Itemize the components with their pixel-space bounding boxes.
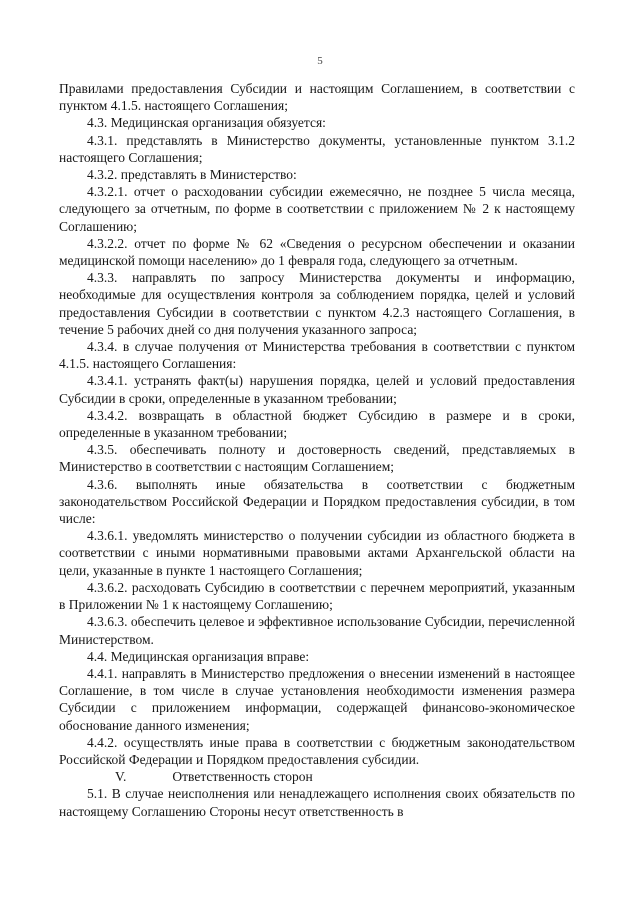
paragraph: 4.4.1. направлять в Министерство предложения о внесении изменений в настоящее Соглашение, в том числе в случае установления необходимости изменения размера Субсидии с приложением информации, содержащей финансово-экономическое обоснование данного изменения; — [59, 665, 575, 733]
paragraph: 4.3. Медицинская организация обязуется: — [87, 115, 326, 131]
paragraph: 4.3.3. направлять по запросу Министерства документы и информацию, необходимые для осуществления контроля за соблюдением порядка, целей и условий предоставления Субсидии в соответствии с пунктом 4.2.3 настоящего Соглашения, в течение 5 рабочих дней со дня получения указанного запроса; — [59, 270, 575, 337]
paragraph: 4.3.6.1. уведомлять министерство о получении субсидии из областного бюджета в соответствии с иными нормативными правовыми актами Архангельской области на цели, указанные в пункте 1 настоящего Соглашения; — [59, 528, 575, 578]
paragraph: 4.3.2. представлять в Министерство: — [87, 167, 297, 183]
paragraph: 4.3.6.2. расходовать Субсидию в соответствии с перечнем мероприятий, указанным в Приложении № 1 к настоящему Соглашению; — [59, 579, 575, 613]
paragraph: Правилами предоставления Субсидии и настоящим Соглашением, в соответствии с пунктом 4.1.5. настоящего Соглашения; — [59, 81, 575, 114]
page-number: 5 — [317, 55, 323, 67]
paragraph: 4.3.4.2. возвращать в областной бюджет Субсидию в размере и в сроки, определенные в указанном требовании; — [59, 407, 575, 441]
paragraph: 4.3.4.1. устранять факт(ы) нарушения порядка, целей и условий предоставления Субсидии в сроки, определенные в указанном требовании; — [59, 373, 575, 406]
paragraph: 4.3.1. представлять в Министерство документы, установленные пунктом 3.1.2 настоящего Соглашения; — [59, 132, 575, 165]
paragraph: 4.3.5. обеспечивать полноту и достоверность сведений, представляемых в Министерство в соответствии с настоящим Соглашением; — [59, 442, 575, 475]
paragraph: 4.3.4. в случае получения от Министерства требования в соответствии с пунктом 4.1.5. настоящего Соглашения: — [59, 339, 575, 372]
document-body — [59, 80, 575, 820]
section-title: Ответственность сторон — [172, 769, 313, 785]
paragraph: 5.1. В случае неисполнения или ненадлежащего исполнения своих обязательств по настоящему Соглашению Стороны несут ответственность в — [59, 786, 575, 819]
section-heading — [59, 768, 575, 785]
paragraph: 4.4. Медицинская организация вправе: — [87, 648, 310, 664]
paragraph: 4.4.2. осуществлять иные права в соответствии с бюджетным законодательством Российской Федерации и Порядком предоставления субсидии. — [59, 734, 575, 767]
paragraph: 4.3.2.2. отчет по форме № 62 «Сведения о ресурсном обеспечении и оказании медицинской помощи населению» до 1 февраля года, следующего за отчетным. — [59, 235, 575, 269]
paragraph: 4.3.6. выполнять иные обязательства в соответствии с бюджетным законодательством Российской Федерации и Порядком предоставления субсидии, в том числе: — [59, 476, 575, 527]
paragraph: 4.3.6.3. обеспечить целевое и эффективное использование Субсидии, перечисленной Министерством. — [59, 614, 575, 647]
paragraph: 4.3.2.1. отчет о расходовании субсидии ежемесячно, не позднее 5 числа месяца, следующего за отчетным, по форме в соответствии с приложением № 2 к настоящему Соглашению; — [59, 184, 575, 234]
section-number: V. — [115, 769, 127, 785]
